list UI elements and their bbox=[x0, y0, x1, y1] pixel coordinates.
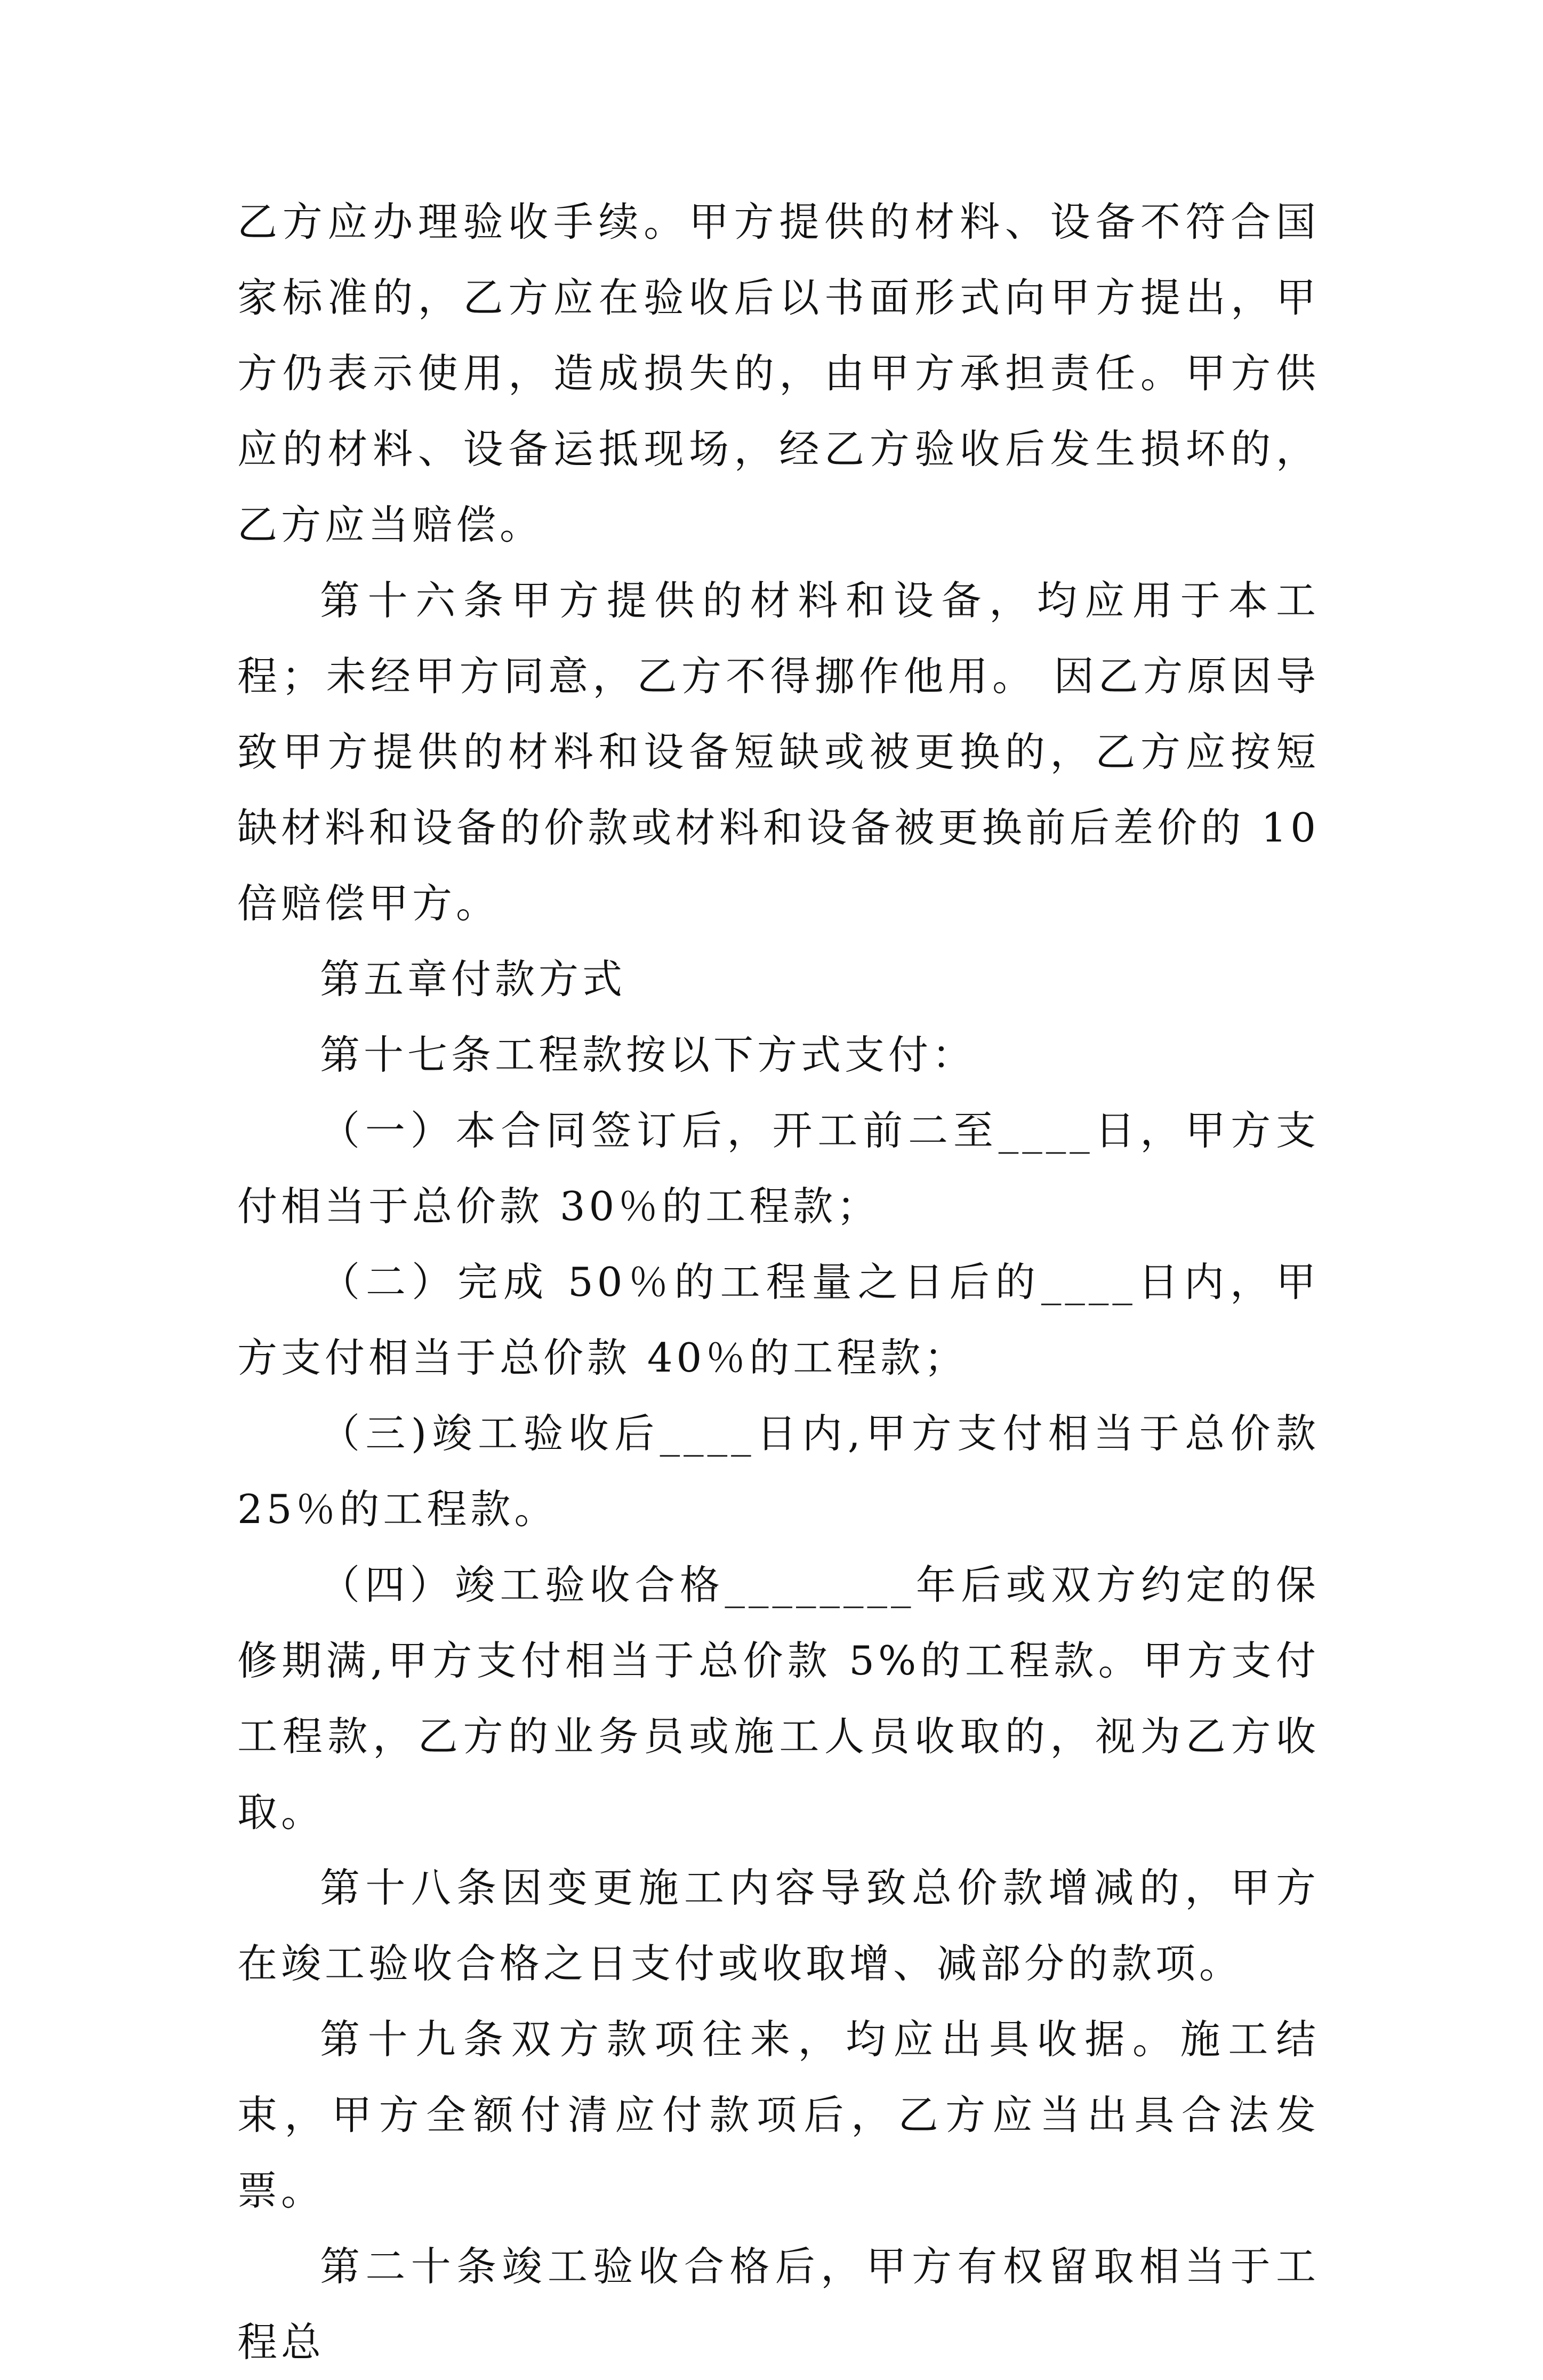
paragraph-payment-item-2: （二）完成 50％的工程量之日后的____日内，甲方支付相当于总价款 40％的工程款； bbox=[237, 1259, 1320, 1381]
paragraph-article-20: 第二十条竣工验收合格后，甲方有权留取相当于工程总 bbox=[237, 2243, 1320, 2366]
paragraph-article-16: 第十六条甲方提供的材料和设备，均应用于本工程；未经甲方同意，乙方不得挪作他用。 因乙方原因导致甲方提供的材料和设备短缺或被更换的，乙方应按短缺材料和设备的价款或材料和设备被更换前后差价的 10 倍赔偿甲方。 bbox=[237, 577, 1320, 927]
paragraph-article-19: 第十九条双方款项往来，均应出具收据。施工结束，甲方全额付清应付款项后，乙方应当出具合法发票。 bbox=[237, 2016, 1320, 2214]
paragraph-acceptance-procedure: 乙方应办理验收手续。甲方提供的材料、设备不符合国家标准的，乙方应在验收后以书面形式向甲方提出，甲方仍表示使用，造成损失的，由甲方承担责任。甲方供应的材料、设备运抵现场，经乙方验收后发生损坏的，乙方应当赔偿。 bbox=[237, 198, 1320, 548]
paragraph-article-18: 第十八条因变更施工内容导致总价款增减的，甲方在竣工验收合格之日支付或收取增、减部分的款项。 bbox=[237, 1864, 1320, 1987]
paragraph-article-17: 第十七条工程款按以下方式支付： bbox=[320, 1031, 976, 1078]
document-body bbox=[237, 184, 1320, 2380]
paragraph-payment-item-4: （四）竣工验收合格________年后或双方约定的保修期满,甲方支付相当于总价款 5%的工程款。甲方支付工程款，乙方的业务员或施工人员收取的，视为乙方收取。 bbox=[237, 1561, 1320, 1836]
paragraph-payment-item-1: （一）本合同签订后，开工前二至____日，甲方支付相当于总价款 30％的工程款； bbox=[237, 1107, 1320, 1230]
paragraph-payment-item-3: （三)竣工验收后____日内,甲方支付相当于总价款25％的工程款。 bbox=[237, 1410, 1320, 1533]
chapter-heading-payment: 第五章付款方式 bbox=[320, 956, 626, 1003]
